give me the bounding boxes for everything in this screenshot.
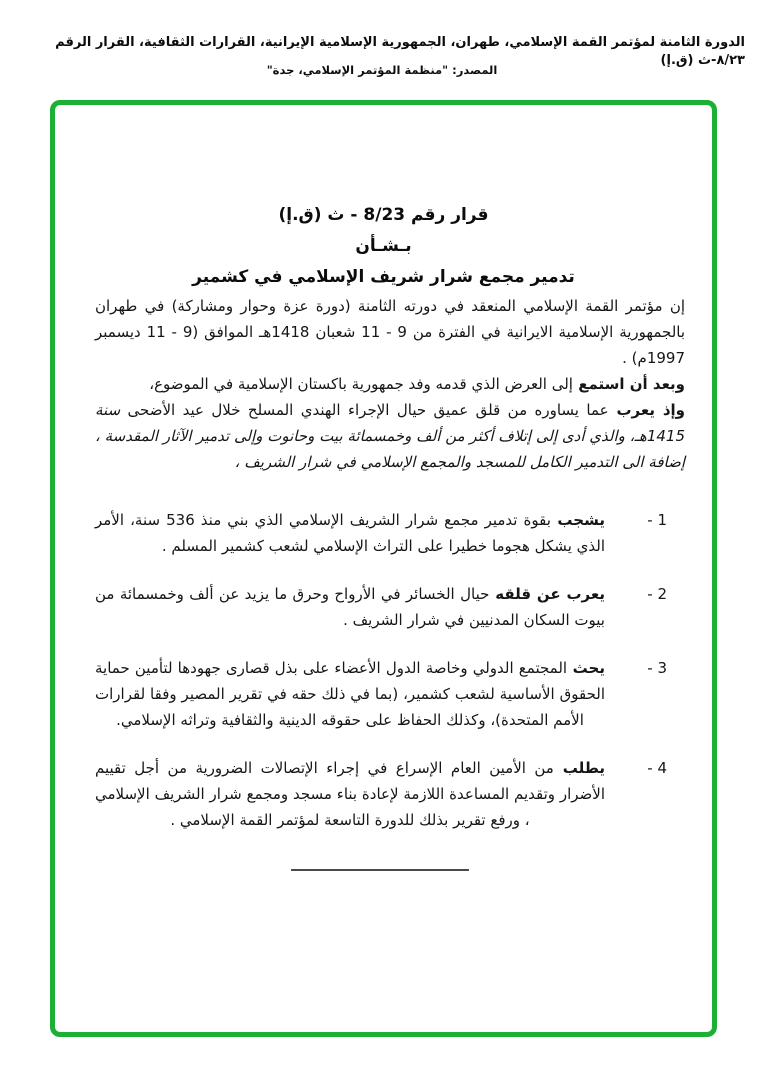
resolution-item <box>95 507 685 559</box>
preamble-paragraph <box>95 293 685 371</box>
paragraph-lead: وبعد أن استمع <box>572 375 685 393</box>
item-body-text: من الأمين العام الإسراع في إجراء الإتصالات الضرورية من أجل تقييم الأضرار وتقديم المساعدة اللازمة لإعادة بناء مسجد ومجمع شرار الشريف الإسلامي ، ورفع تقرير بذلك للدورة التاسعة لمؤتمر القمة الإسلامي . <box>95 759 605 829</box>
document-body <box>55 293 712 871</box>
item-text <box>95 581 605 633</box>
paragraph-lead: وإذ يعرب <box>608 401 685 419</box>
item-lead: يطلب <box>553 759 606 777</box>
paragraph-text: عما يساوره من قلق عميق حيال الإجراء الهندي المسلح خلال عيد الأضحى <box>120 401 609 419</box>
resolution-number-line: قرار رقم 8/23 - ث (ق.إ) <box>278 205 489 225</box>
item-lead: يعرب عن قلقه <box>489 585 605 603</box>
resolution-item <box>95 581 685 633</box>
document-source-line: المصدر: "منظمة المؤتمر الإسلامي، جدة" <box>266 63 498 77</box>
item-lead: يشجب <box>550 511 605 529</box>
preamble-paragraph <box>95 397 685 475</box>
item-text <box>95 755 605 833</box>
resolution-regarding-line: بـشـأن <box>355 236 412 256</box>
resolution-subject-line: تدمير مجمع شرار شريف الإسلامي في كشمير <box>192 267 575 287</box>
item-lead: يحث <box>567 659 605 677</box>
paragraph-text: إلى العرض الذي قدمه وفد جمهورية باكستان الإسلامية في الموضوع، <box>149 375 573 393</box>
item-body-text: المجتمع الدولي وخاصة الدول الأعضاء على بذل قصارى جهودها لتأمين حماية الحقوق الأساسية لشعب كشمير، (بما في ذلك حقه في تقرير المصير وفقا لقرارات الأمم المتحدة)، وكذلك الحفاظ على حقوقه الدينية والثقافية وتراثه الإسلامي. <box>95 659 605 729</box>
item-text <box>95 507 605 559</box>
paragraph-text: إن مؤتمر القمة الإسلامي المنعقد في دورته الثامنة (دورة عزة وحوار ومشاركة) في طهران بالجمهورية الإسلامية الايرانية في الفترة من 9 - 11 شعبان 1418هـ الموافق (9 - 11 ديسمبر 1997م) . <box>95 297 686 367</box>
item-body-text: بقوة تدمير مجمع شرار الشريف الإسلامي الذي بني منذ 536 سنة، الأمر الذي يشكل هجوما خطيرا على التراث الإسلامي لشعب كشمير المسلم . <box>95 511 605 555</box>
resolution-items <box>95 507 685 833</box>
item-number: 1 - <box>647 511 667 529</box>
item-body-text: حيال الخسائر في الأرواح وحرق ما يزيد عن ألف وخمسمائة من بيوت السكان المدنيين في شرار الشريف . <box>95 585 605 629</box>
item-number: 3 - <box>647 659 667 677</box>
item-text <box>95 655 605 733</box>
signature-divider <box>291 869 469 871</box>
resolution-item <box>95 655 685 733</box>
preamble-paragraph <box>95 371 685 397</box>
item-number: 4 - <box>647 759 667 777</box>
resolution-title-block <box>55 200 712 293</box>
paragraph-text-italic: سنة 1415هـ، والذي أدى إلى إتلاف أكثر من ألف وخمسمائة بيت وحانوت وإلى تدمير الآثار المقدسة ، إضافة الى التدمير الكامل للمسجد والمجمع الإسلامي في شرار الشريف ، <box>95 401 685 471</box>
green-border-frame <box>50 100 717 1037</box>
resolution-item <box>95 755 685 833</box>
item-number: 2 - <box>647 585 667 603</box>
document-header-citation: الدورة الثامنة لمؤتمر القمة الإسلامي، طهران، الجمهورية الإسلامية الإيرانية، القرارات الثقافية، القرار الرقم ٨/٢٣-ث (ق.إ) <box>55 35 745 68</box>
